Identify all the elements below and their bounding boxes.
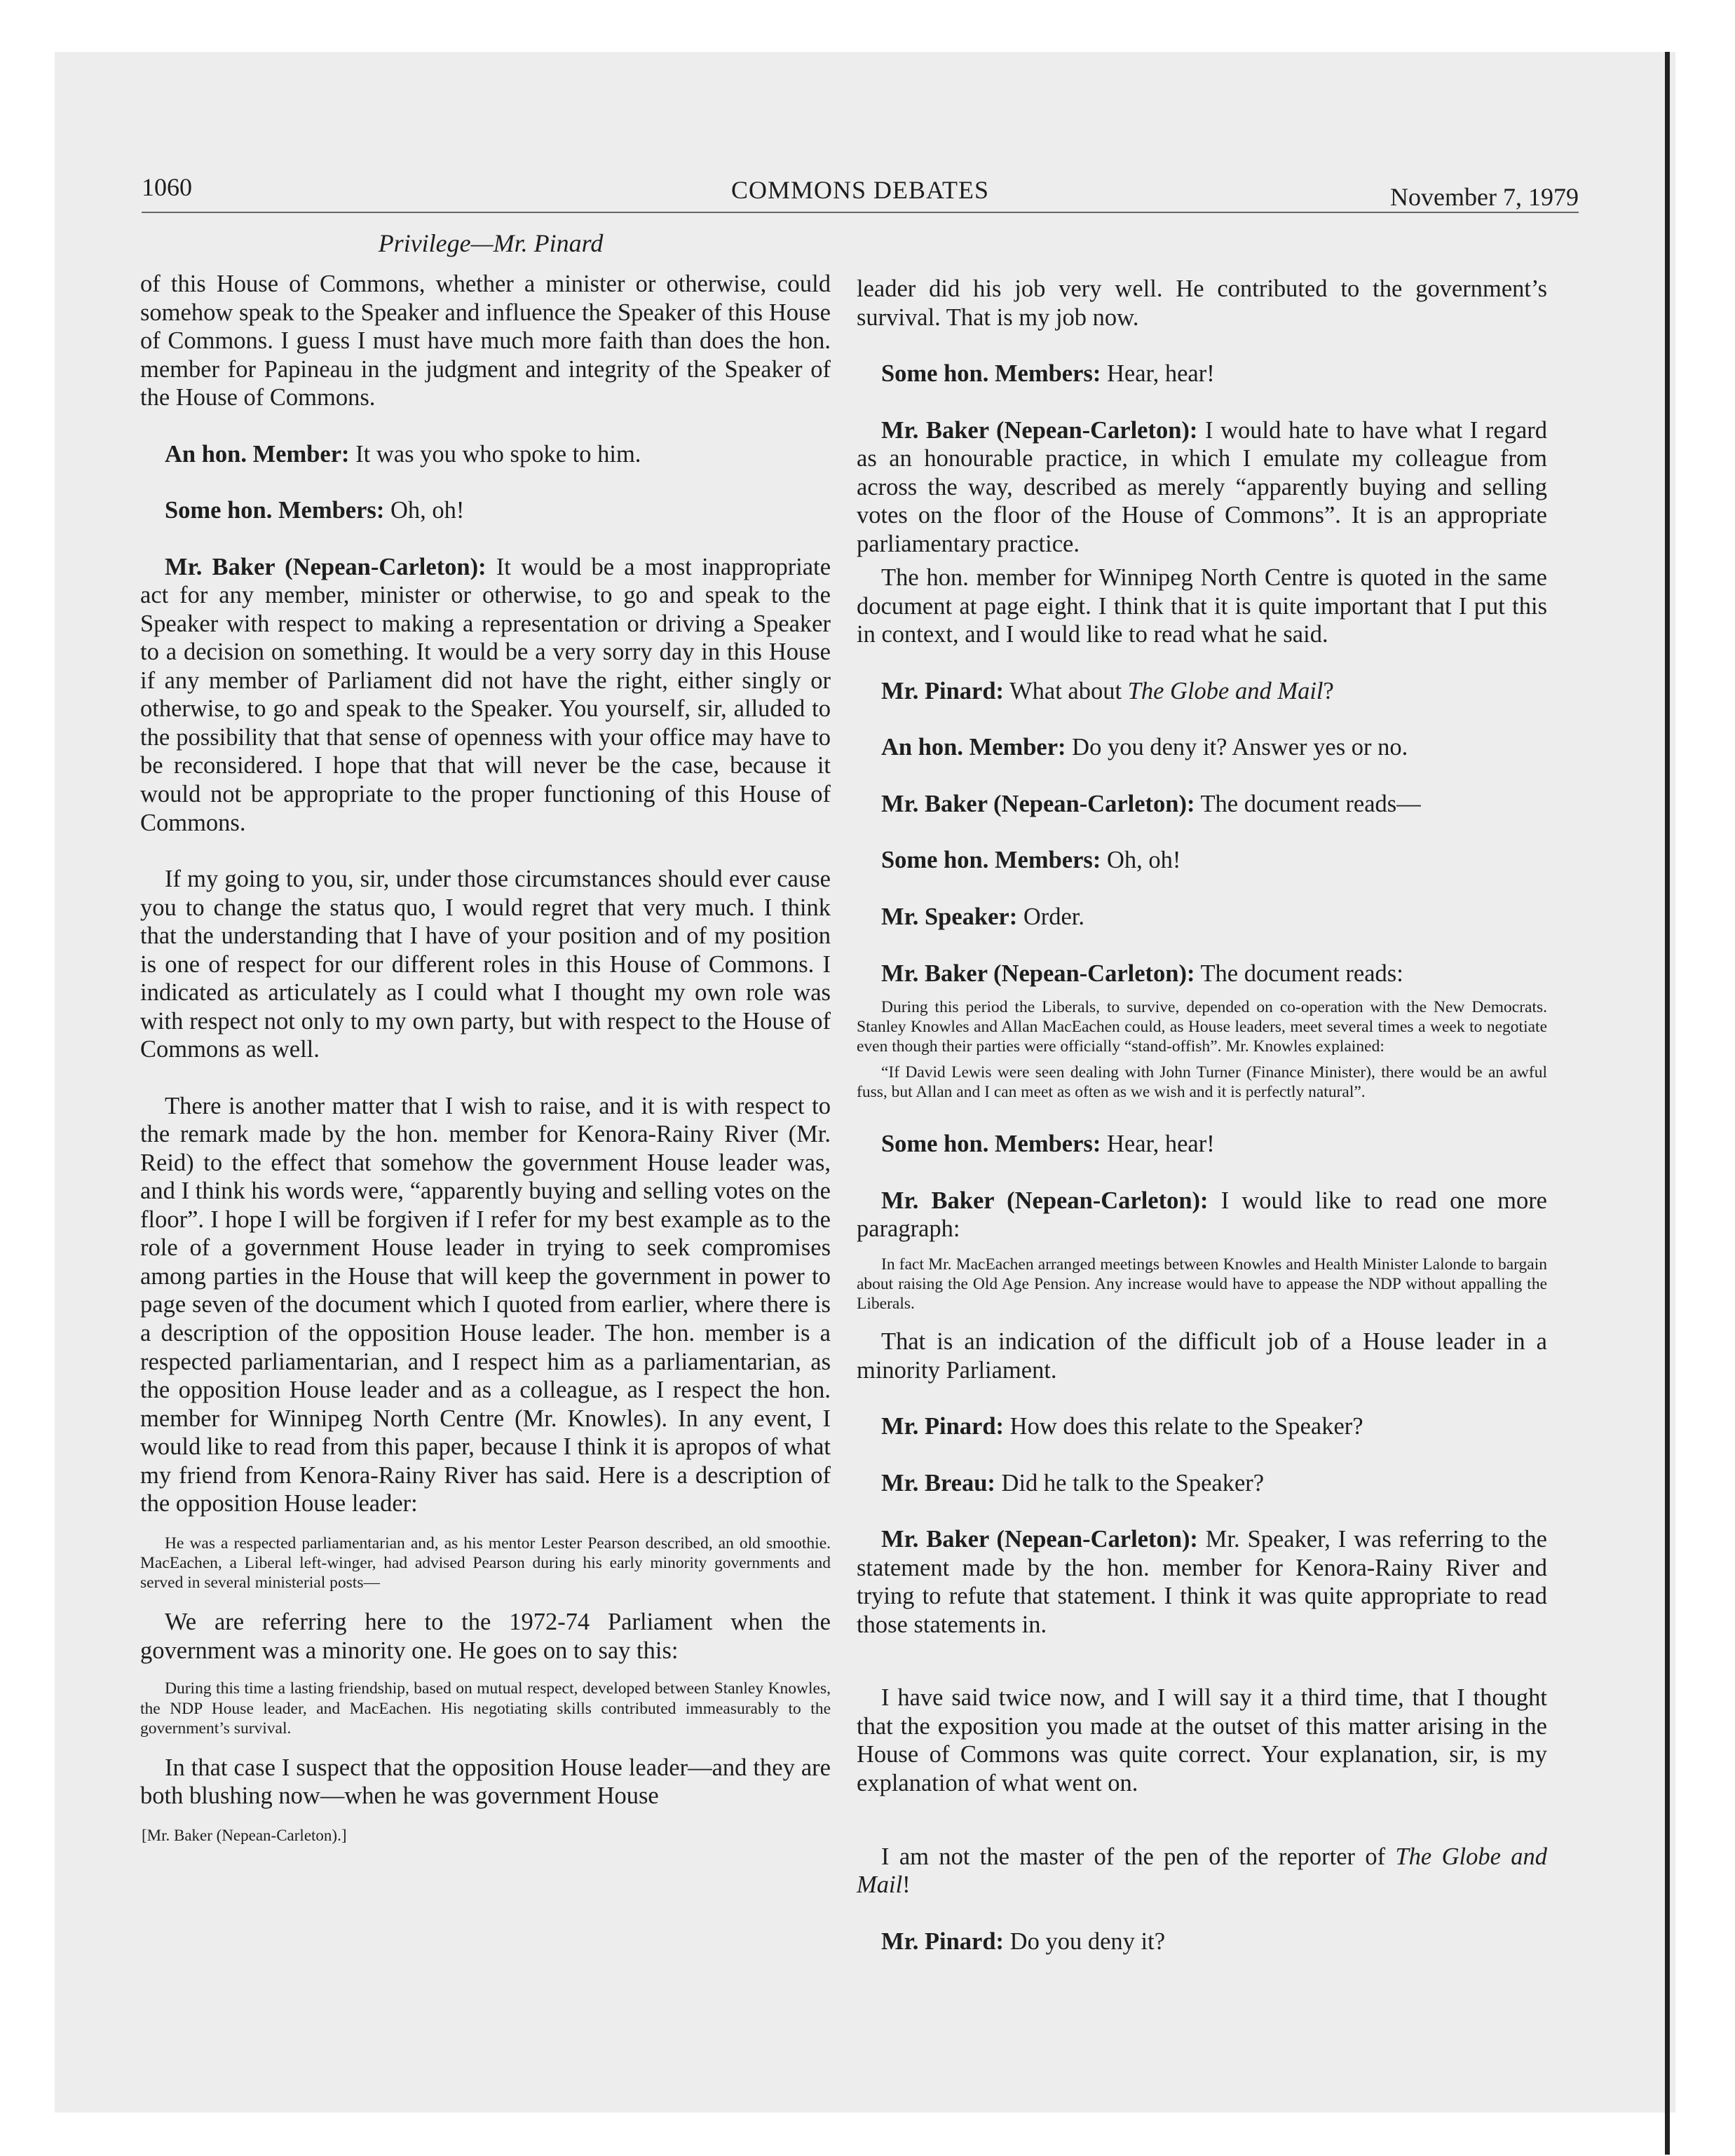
- speech: [140, 553, 831, 837]
- speaker-name: Mr. Baker (Nepean-Carleton):: [881, 960, 1195, 987]
- speech-text: It would be a most inappropriate act for any member, minister or otherwise, to go and speak to the Speaker with respect to making a representation or driving a Speaker to a decision on something. It would be a very sorry day in this House if any member of Parliament did not have the right, either singly or otherwise, to go and speak to the Speaker. You yourself, sir, alluded to the possibility that that sense of openness with your office may have to be reconsidered. I hope that that will never be the case, because it would not be appropriate to the proper functioning of this House of Commons.: [140, 553, 831, 836]
- speech-text: Oh, oh!: [1106, 847, 1181, 874]
- paragraph: leader did his job very well. He contributed to the government’s survival. That is my job now.: [857, 275, 1547, 331]
- speech-text: I would like to read one more paragraph:: [857, 1187, 1547, 1243]
- speech-text: What about: [1009, 677, 1122, 704]
- paragraph: The hon. member for Winnipeg North Centre is quoted in the same document at page eight. I think that it is quite important that I put this in context, and I would like to read what he said.: [857, 564, 1547, 648]
- publication-title: COMMONS DEBATES: [730, 176, 990, 204]
- paragraph: In that case I suspect that the opposition House leader—and they are both blushing now—when he was government House: [140, 1754, 831, 1810]
- paragraph: I have said twice now, and I will say it a third time, that I thought that the exposition you made at the outset of this matter arising in the House of Commons was quite correct. Your explanation, sir, is my explanation of what went on.: [857, 1684, 1547, 1796]
- speech: [857, 677, 1547, 706]
- speech-text: Oh, oh!: [390, 497, 465, 524]
- speaker-name: Mr. Baker (Nepean-Carleton):: [881, 416, 1198, 444]
- speech: [857, 1412, 1547, 1441]
- speech: [857, 903, 1547, 932]
- block-quote: “If David Lewis were seen dealing with John Turner (Finance Minister), there would be an awful fuss, but Allan and I can meet as often as we wish and it is perfectly natural”.: [857, 1063, 1547, 1101]
- speaker-name: Mr. Baker (Nepean-Carleton):: [165, 553, 487, 580]
- speaker-attribution: [Mr. Baker (Nepean-Carleton).]: [142, 1826, 347, 1844]
- paragraph: If my going to you, sir, under those circumstances should ever cause you to change the status quo, I would regret that very much. I think that the understanding that I have of your position and of my position is one of respect for our different roles in this House of Commons. I indicated as articulately as I could what I thought my own role was with respect not only to my own party, but with respect to the House of Commons as well.: [140, 866, 831, 1063]
- paragraph: There is another matter that I wish to raise, and it is with respect to the remark made by the hon. member for Kenora-Rainy River (Mr. Reid) to the effect that somehow the government House leader was, and I think his words were, “apparently buying and selling votes on the floor”. I hope I will be forgiven if I refer for my best example as to the role of a government House leader in trying to seek compromises among parties in the House that will keep the government in power to page seven of the document which I quoted from earlier, where there is a description of the opposition House leader. The hon. member is a respected parliamentarian, and I respect him as a parliamentarian, as the opposition House leader and as a colleague, as I respect the hon. member for Winnipeg North Centre (Mr. Knowles). In any event, I would like to read from this paper, because I think it is apropos of what my friend from Kenora-Rainy River has said. Here is a description of the opposition House leader:: [140, 1092, 831, 1517]
- paragraph: We are referring here to the 1972-74 Parliament when the government was a minority one. He goes on to say this:: [140, 1609, 831, 1664]
- page-date: November 7, 1979: [1390, 183, 1579, 211]
- speech: [857, 960, 1547, 988]
- speaker-name: Mr. Baker (Nepean-Carleton):: [881, 1187, 1209, 1214]
- speech: [140, 440, 831, 469]
- speech: [857, 733, 1547, 762]
- speech-text: ?: [1323, 677, 1334, 704]
- speech: [140, 496, 831, 525]
- speech-text: Hear, hear!: [1106, 360, 1215, 388]
- speaker-name: An hon. Member:: [165, 440, 350, 468]
- speech-text: Do you deny it? Answer yes or no.: [1072, 734, 1408, 761]
- right-column: [857, 275, 1547, 1956]
- block-quote: In fact Mr. MacEachen arranged meetings between Knowles and Health Minister Lalonde to bargain about raising the Old Age Pension. Any increase would have to appease the NDP without appalling the Liberals.: [857, 1255, 1547, 1313]
- speech: [857, 1928, 1547, 1956]
- section-subheading: Privilege—Mr. Pinard: [378, 229, 604, 257]
- speaker-name: Some hon. Members:: [881, 1130, 1101, 1157]
- speech-text: I would hate to have what I regard as an honourable practice, in which I emulate my colleague from across the way, described as merely “apparently buying and selling votes on the floor of the House of Commons”. It is an appropriate parliamentary practice.: [857, 416, 1547, 557]
- paragraph: [857, 1843, 1547, 1899]
- block-quote: During this period the Liberals, to survive, depended on co-operation with the New Democrats. Stanley Knowles and Allan MacEachen could, as House leaders, meet several times a week to negotiate even though their parties were officially “stand-offish”. Mr. Knowles explained:: [857, 998, 1547, 1056]
- scan-edge: [1665, 52, 1670, 2155]
- paragraph: of this House of Commons, whether a minister or otherwise, could somehow speak to the Speaker and influence the Speaker of this House of Commons. I guess I must have much more faith than does the hon. member for Papineau in the judgment and integrity of the Speaker of the House of Commons.: [140, 271, 831, 411]
- speaker-name: An hon. Member:: [881, 734, 1066, 761]
- speech: [857, 846, 1547, 875]
- speech: [857, 1525, 1547, 1639]
- left-column: [140, 270, 831, 1845]
- block-quote: During this time a lasting friendship, based on mutual respect, developed between Stanley Knowles, the NDP House leader, and MacEachen. His negotiating skills contributed immeasurably to the government’s survival.: [140, 1679, 831, 1738]
- speaker-name: Mr. Breau:: [881, 1469, 995, 1496]
- speaker-name: Mr. Pinard:: [881, 677, 1005, 704]
- speech-text: The document reads—: [1200, 790, 1421, 817]
- newspaper-title: The Globe and Mail: [857, 1843, 1548, 1899]
- speech: [857, 360, 1547, 388]
- speech-text: Did he talk to the Speaker?: [1001, 1469, 1265, 1496]
- speech-text: The document reads:: [1200, 960, 1403, 987]
- speech-text: Do you deny it?: [1009, 1928, 1166, 1955]
- paragraph-text: I am not the master of the pen of the reporter of: [881, 1843, 1386, 1870]
- speech: [857, 790, 1547, 819]
- speaker-name: Mr. Baker (Nepean-Carleton):: [881, 790, 1195, 817]
- speaker-name: Mr. Speaker:: [881, 903, 1018, 930]
- speech-text: Hear, hear!: [1106, 1130, 1215, 1157]
- speech: [857, 1130, 1547, 1159]
- header-rule: [142, 212, 1579, 213]
- paragraph: That is an indication of the difficult job of a House leader in a minority Parliament.: [857, 1328, 1547, 1384]
- speaker-name: Some hon. Members:: [165, 497, 385, 524]
- speaker-name: Mr. Baker (Nepean-Carleton):: [881, 1526, 1198, 1553]
- speaker-name: Mr. Pinard:: [881, 1928, 1005, 1955]
- speech: [857, 1469, 1547, 1498]
- newspaper-title: The Globe and Mail: [1127, 677, 1324, 704]
- speech-text: Order.: [1023, 903, 1085, 930]
- speech-text: How does this relate to the Speaker?: [1009, 1413, 1363, 1440]
- speaker-name: Some hon. Members:: [881, 360, 1101, 388]
- speaker-name: Mr. Pinard:: [881, 1413, 1005, 1440]
- block-quote: He was a respected parliamentarian and, as his mentor Lester Pearson described, an old smoothie. MacEachen, a Liberal left-winger, had advised Pearson during his early minority governments and served in several ministerial posts—: [140, 1534, 831, 1592]
- paragraph-text: !: [902, 1871, 911, 1899]
- speaker-name: Some hon. Members:: [881, 847, 1101, 874]
- speech: [857, 1187, 1547, 1243]
- page-number: 1060: [142, 173, 192, 201]
- speech-text: Mr. Speaker, I was referring to the statement made by the hon. member for Kenora-Rainy River and trying to refute that statement. I think it was quite appropriate to read those statements in.: [857, 1526, 1547, 1638]
- speech-text: It was you who spoke to him.: [355, 440, 641, 468]
- speech: [857, 416, 1547, 559]
- page-header: [142, 172, 1579, 216]
